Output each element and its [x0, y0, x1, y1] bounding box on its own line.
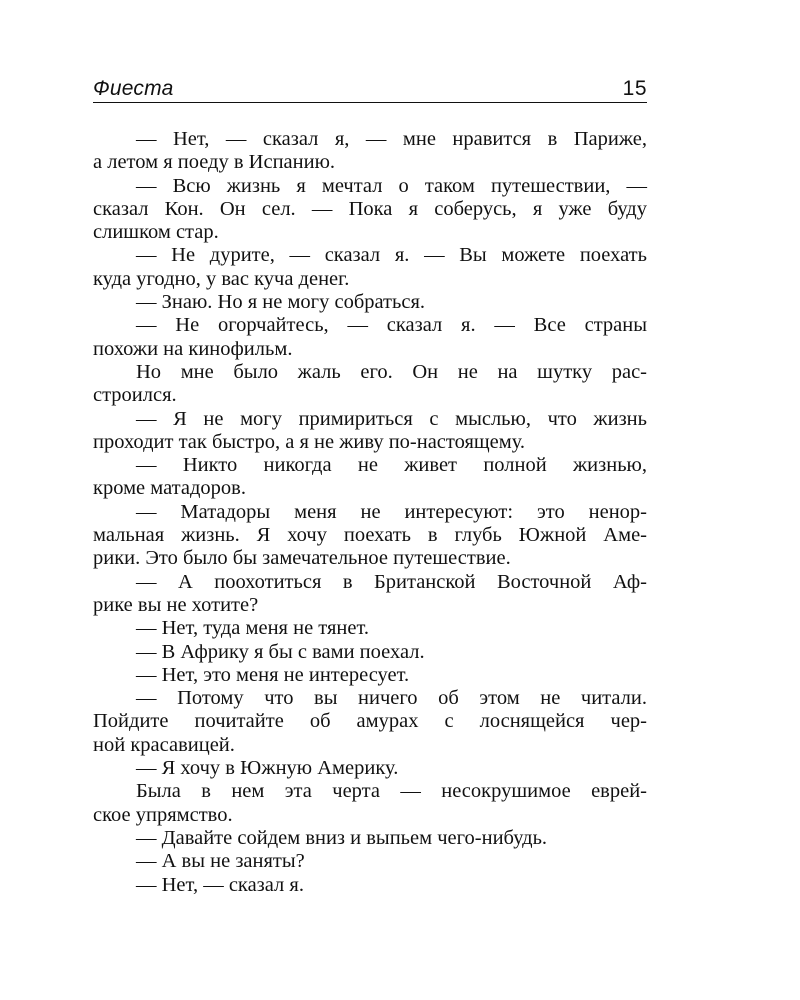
text-line: — Нет, это меня не интересует.	[136, 663, 410, 686]
text-line: — Всю жизнь я мечтал о таком путешествии, —	[136, 174, 647, 197]
running-header	[93, 74, 647, 103]
text-line: строился.	[93, 384, 177, 407]
text-line: Но мне было жаль его. Он не на шутку рас-	[136, 360, 647, 383]
text-line: а летом я поеду в Испанию.	[93, 151, 336, 174]
text-line: куда угодно, у вас куча денег.	[93, 267, 350, 290]
text-line: ское упрямство.	[93, 803, 233, 826]
text-line: — Знаю. Но я не могу собраться.	[136, 291, 426, 314]
text-line: сказал Кон. Он сел. — Пока я соберусь, я уже буду	[93, 197, 647, 220]
book-page	[93, 74, 647, 897]
page-number: 15	[622, 77, 647, 100]
text-line: — Я не могу примириться с мыслью, что жизнь	[136, 407, 647, 430]
text-line: — В Африку я бы с вами поехал.	[136, 640, 425, 663]
text-line: ной красавицей.	[93, 733, 235, 756]
text-line: мальная жизнь. Я хочу поехать в глубь Южной Аме-	[93, 524, 647, 547]
text-line: — Нет, — сказал я, — мне нравится в Париже,	[136, 128, 647, 150]
text-line: — Потому что вы ничего об этом не читали.	[136, 687, 647, 710]
text-line: Пойдите почитайте об амурах с лоснящейся чер-	[93, 710, 647, 733]
book-title: Фиеста	[93, 77, 174, 100]
text-line: — Не огорчайтесь, — сказал я. — Все страны	[136, 314, 647, 337]
text-line: слишком стар.	[93, 221, 219, 244]
text-line: — А вы не заняты?	[136, 850, 305, 873]
body-text	[93, 128, 647, 897]
text-line: Была в нем эта черта — несокрушимое еврей-	[136, 780, 647, 803]
text-line: — А поохотиться в Британской Восточной Аф-	[136, 570, 647, 593]
text-line: — Нет, туда меня не тянет.	[136, 617, 370, 640]
text-line: рике вы не хотите?	[93, 593, 259, 616]
text-line: — Давайте сойдем вниз и выпьем чего-нибудь.	[136, 826, 548, 849]
text-line: — Я хочу в Южную Америку.	[136, 757, 399, 780]
text-line: — Матадоры меня не интересуют: это ненор-	[136, 500, 647, 523]
text-line: — Нет, — сказал я.	[136, 873, 304, 896]
text-line: проходит так быстро, а я не живу по-настоящему.	[93, 430, 526, 453]
text-line: — Никто никогда не живет полной жизнью,	[136, 454, 647, 477]
text-line: кроме матадоров.	[93, 477, 246, 500]
text-line: похожи на кинофильм.	[93, 337, 293, 360]
text-line: рики. Это было бы замечательное путешествие.	[93, 547, 511, 570]
text-line: — Не дурите, — сказал я. — Вы можете поехать	[136, 244, 647, 267]
